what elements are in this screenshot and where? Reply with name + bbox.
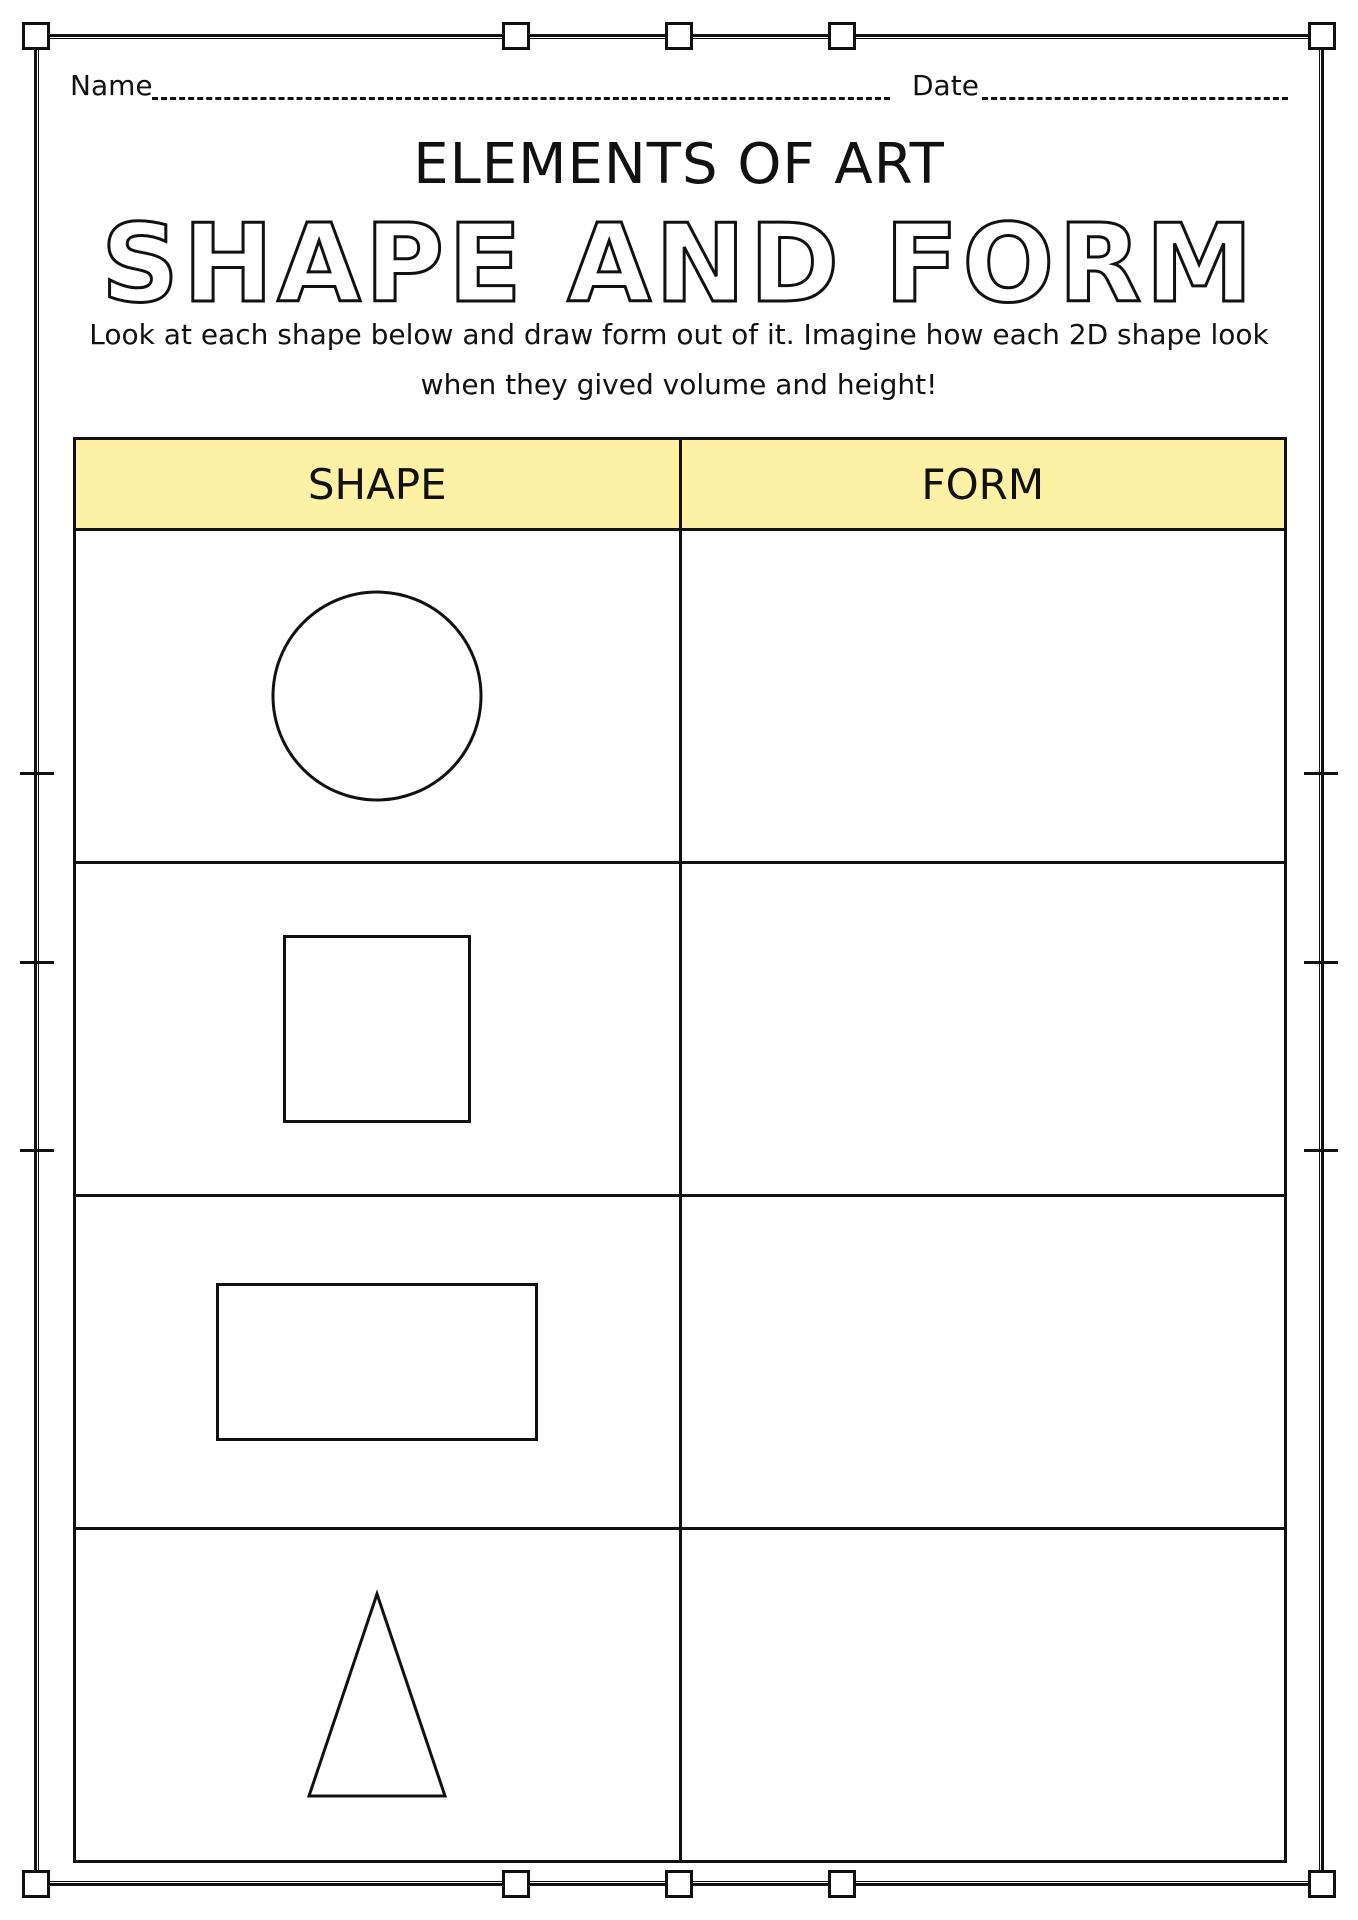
shape-form-table	[73, 437, 1287, 1863]
side-tick	[1304, 1149, 1338, 1152]
instructions-text: Look at each shape below and draw form out of it. Imagine how each 2D shape look when they gived volume and height!	[89, 318, 1269, 401]
shape-cell	[75, 1196, 681, 1529]
corner-square	[22, 1870, 50, 1898]
name-field[interactable]	[152, 97, 890, 100]
edge-square	[828, 22, 856, 50]
form-drawing-cell[interactable]	[680, 1196, 1286, 1529]
corner-square	[1308, 22, 1336, 50]
edge-square	[665, 1870, 693, 1898]
date-label: Date	[912, 69, 979, 102]
side-tick	[20, 1149, 54, 1152]
corner-square	[1308, 1870, 1336, 1898]
form-drawing-cell[interactable]	[680, 1529, 1286, 1862]
edge-square	[828, 1870, 856, 1898]
edge-square	[665, 22, 693, 50]
col-header-shape: SHAPE	[75, 439, 681, 530]
page-title: SHAPE AND FORM	[101, 202, 1257, 327]
side-tick	[20, 961, 54, 964]
side-tick	[1304, 772, 1338, 775]
square-icon	[283, 935, 471, 1123]
table-row	[75, 1196, 1286, 1529]
name-date-line	[70, 66, 1288, 106]
shape-cell	[75, 863, 681, 1196]
kicker-heading: ELEMENTS OF ART	[413, 132, 945, 197]
col-header-form: FORM	[680, 439, 1286, 530]
triangle-icon	[307, 1592, 447, 1798]
form-drawing-cell[interactable]	[680, 863, 1286, 1196]
edge-square	[502, 22, 530, 50]
shape-cell	[75, 1529, 681, 1862]
corner-square	[22, 22, 50, 50]
rectangle-icon	[216, 1283, 538, 1441]
name-label: Name	[70, 69, 153, 102]
shape-cell	[75, 530, 681, 863]
circle-icon	[271, 590, 483, 802]
table-row	[75, 530, 1286, 863]
table-row	[75, 1529, 1286, 1862]
date-field[interactable]	[982, 97, 1288, 100]
form-drawing-cell[interactable]	[680, 530, 1286, 863]
table-row	[75, 863, 1286, 1196]
side-tick	[1304, 961, 1338, 964]
table-header-row	[75, 439, 1286, 530]
edge-square	[502, 1870, 530, 1898]
side-tick	[20, 772, 54, 775]
